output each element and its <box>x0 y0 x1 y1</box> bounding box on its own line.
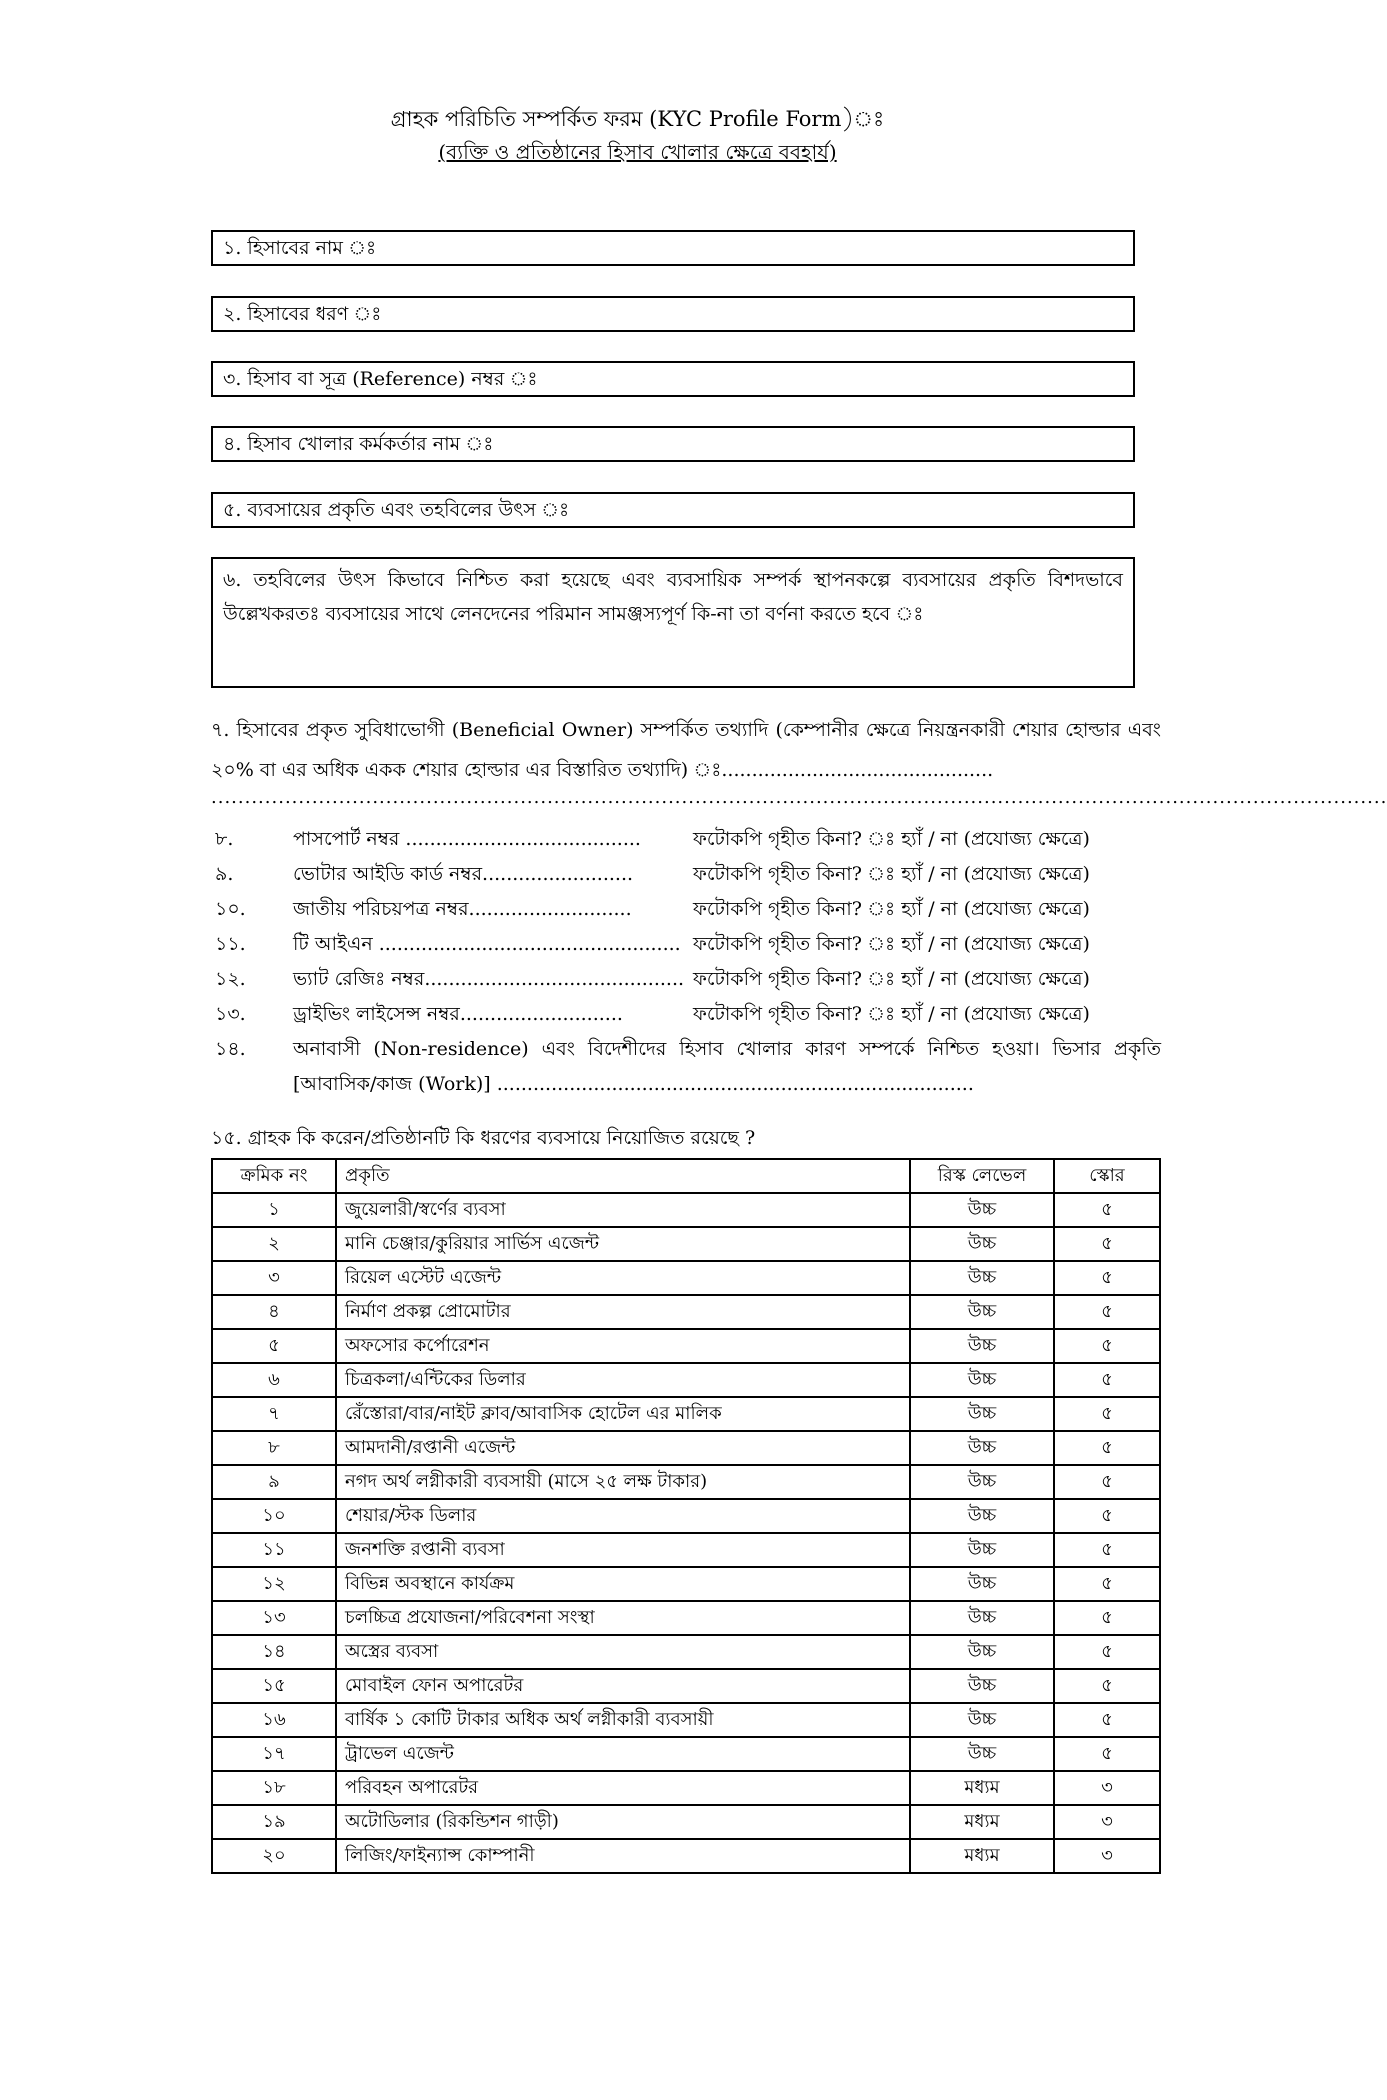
risk-level-table <box>211 1158 1161 1874</box>
serial-cell: ৩ <box>212 1261 336 1295</box>
serial-cell: ২০ <box>212 1839 336 1873</box>
score-cell: ৫ <box>1054 1465 1160 1499</box>
score-cell: ৫ <box>1054 1261 1160 1295</box>
table-row <box>212 1669 1160 1703</box>
risk-level-cell: উচ্চ <box>910 1635 1054 1669</box>
table-row <box>212 1839 1160 1873</box>
risk-table-body <box>212 1193 1160 1873</box>
risk-level-cell: উচ্চ <box>910 1737 1054 1771</box>
id-item-passport <box>211 822 1161 857</box>
id-item-label[interactable]: জাতীয় পরিচয়পত্র নম্বর........................... <box>293 898 632 920</box>
table-row <box>212 1329 1160 1363</box>
table-row <box>212 1635 1160 1669</box>
nature-cell: চলচ্চিত্র প্রযোজনা/পরিবেশনা সংস্থা <box>336 1601 910 1635</box>
nature-cell: লিজিং/ফাইন্যান্স কোম্পানী <box>336 1839 910 1873</box>
id-item-label[interactable]: টি আইএন .................................................. <box>293 933 681 955</box>
serial-cell: ৮ <box>212 1431 336 1465</box>
nature-cell: চিত্রকলা/এন্টিকের ডিলার <box>336 1363 910 1397</box>
score-cell: ৫ <box>1054 1567 1160 1601</box>
risk-level-cell: উচ্চ <box>910 1397 1054 1431</box>
nature-cell: বিভিন্ন অবস্থানে কার্যক্রম <box>336 1567 910 1601</box>
table-row <box>212 1261 1160 1295</box>
nature-cell: ট্রাভেল এজেন্ট <box>336 1737 910 1771</box>
score-cell: ৩ <box>1054 1771 1160 1805</box>
nature-cell: রিয়েল এস্টেট এজেন্ট <box>336 1261 910 1295</box>
id-item-number: ৮. <box>215 828 234 850</box>
non-resident-visa-info[interactable]: অনাবাসী (Non-residence) এবং বিদেশীদের হিসাব খোলার কারণ সম্পর্কে নিশ্চিত হওয়া। ভিসার প্রকৃতি [আবাসিক/কাজ (Work)] ............................................................................... <box>293 1038 1161 1095</box>
id-item-number: ১১. <box>215 933 246 955</box>
risk-level-cell: উচ্চ <box>910 1703 1054 1737</box>
nature-cell: অটোডিলার (রিকন্ডিশন গাড়ী) <box>336 1805 910 1839</box>
table-row <box>212 1363 1160 1397</box>
risk-level-cell: উচ্চ <box>910 1431 1054 1465</box>
id-item-vat-registration <box>211 962 1161 997</box>
nature-cell: বার্ষিক ১ কোটি টাকার অধিক অর্থ লগ্নীকারী ব্যবসায়ী <box>336 1703 910 1737</box>
score-cell: ৩ <box>1054 1805 1160 1839</box>
score-cell: ৫ <box>1054 1635 1160 1669</box>
field-reference-number[interactable]: ৩. হিসাব বা সূত্র (Reference) নম্বর ঃ <box>211 361 1135 397</box>
risk-level-cell: মধ্যম <box>910 1771 1054 1805</box>
score-cell: ৫ <box>1054 1363 1160 1397</box>
photocopy-taken-question[interactable]: ফটোকপি গৃহীত কিনা? ঃ হ্যাঁ / না (প্রযোজ্য ক্ষেত্রে) <box>693 898 1090 920</box>
nature-cell: আমদানী/রপ্তানী এজেন্ট <box>336 1431 910 1465</box>
risk-level-cell: উচ্চ <box>910 1193 1054 1227</box>
score-cell: ৫ <box>1054 1397 1160 1431</box>
identity-document-list <box>211 822 1161 1102</box>
risk-level-cell: মধ্যম <box>910 1839 1054 1873</box>
nature-cell: নির্মাণ প্রকল্প প্রোমোটার <box>336 1295 910 1329</box>
form-subtitle-text: (ব্যক্তি ও প্রতিষ্ঠানের হিসাব খোলার ক্ষেত্রে ববহার্য) <box>438 140 837 164</box>
id-item-number: ১২. <box>215 968 246 990</box>
table-row <box>212 1601 1160 1635</box>
serial-cell: ৪ <box>212 1295 336 1329</box>
table-row <box>212 1499 1160 1533</box>
field-business-nature-fund-source[interactable]: ৫. ব্যবসায়ের প্রকৃতি এবং তহবিলের উৎস ঃ <box>211 492 1135 528</box>
header-score: স্কোর <box>1054 1159 1160 1193</box>
serial-cell: ১৭ <box>212 1737 336 1771</box>
score-cell: ৩ <box>1054 1839 1160 1873</box>
nature-cell: জনশক্তি রপ্তানী ব্যবসা <box>336 1533 910 1567</box>
serial-cell: ১৮ <box>212 1771 336 1805</box>
header-nature: প্রকৃতি <box>336 1159 910 1193</box>
nature-cell: অস্ত্রের ব্যবসা <box>336 1635 910 1669</box>
serial-cell: ৭ <box>212 1397 336 1431</box>
beneficial-owner-info: ৭. হিসাবের প্রকৃত সুবিধাভোগী (Beneficial Owner) সম্পর্কিত তথ্যাদি (কেম্পানীর ক্ষেত্রে নিয়ন্ত্রনকারী শেয়ার হোল্ডার এবং ২০% বা এর অধিক একক শেয়ার হোল্ডার এর বিস্তারিত তথ্যাদি) ঃ............................................. <box>211 719 1161 781</box>
risk-level-cell: উচ্চ <box>910 1567 1054 1601</box>
score-cell: ৫ <box>1054 1193 1160 1227</box>
serial-cell: ১৩ <box>212 1601 336 1635</box>
table-header-row <box>212 1159 1160 1193</box>
serial-cell: ১৯ <box>212 1805 336 1839</box>
serial-cell: ১৫ <box>212 1669 336 1703</box>
serial-cell: ১ <box>212 1193 336 1227</box>
risk-level-cell: উচ্চ <box>910 1227 1054 1261</box>
id-item-number: ৯. <box>215 863 234 885</box>
photocopy-taken-question[interactable]: ফটোকপি গৃহীত কিনা? ঃ হ্যাঁ / না (প্রযোজ্য ক্ষেত্রে) <box>693 863 1090 885</box>
beneficial-owner-fill-line[interactable]: ............................................................................................................................................................................... <box>211 787 1387 808</box>
table-row <box>212 1567 1160 1601</box>
risk-level-cell: উচ্চ <box>910 1363 1054 1397</box>
score-cell: ৫ <box>1054 1601 1160 1635</box>
field-account-name[interactable]: ১. হিসাবের নাম ঃ <box>211 230 1135 266</box>
risk-level-cell: উচ্চ <box>910 1601 1054 1635</box>
table-row <box>212 1533 1160 1567</box>
risk-level-cell: উচ্চ <box>910 1465 1054 1499</box>
risk-level-cell: উচ্চ <box>910 1261 1054 1295</box>
risk-level-cell: উচ্চ <box>910 1295 1054 1329</box>
table-row <box>212 1397 1160 1431</box>
id-item-driving-license <box>211 997 1161 1032</box>
table-row <box>212 1295 1160 1329</box>
risk-level-cell: উচ্চ <box>910 1499 1054 1533</box>
score-cell: ৫ <box>1054 1703 1160 1737</box>
risk-level-cell: উচ্চ <box>910 1533 1054 1567</box>
table-row <box>212 1193 1160 1227</box>
id-item-voter-id <box>211 857 1161 892</box>
id-item-national-id <box>211 892 1161 927</box>
serial-cell: ১১ <box>212 1533 336 1567</box>
field-opening-officer[interactable]: ৪. হিসাব খোলার কর্মকর্তার নাম ঃ <box>211 426 1135 462</box>
serial-cell: ১৬ <box>212 1703 336 1737</box>
risk-level-cell: উচ্চ <box>910 1329 1054 1363</box>
table-row <box>212 1465 1160 1499</box>
score-cell: ৫ <box>1054 1295 1160 1329</box>
photocopy-taken-question[interactable]: ফটোকপি গৃহীত কিনা? ঃ হ্যাঁ / না (প্রযোজ্য ক্ষেত্রে) <box>693 1003 1090 1025</box>
field-account-type[interactable]: ২. হিসাবের ধরণ ঃ <box>211 296 1135 332</box>
table-row <box>212 1737 1160 1771</box>
risk-level-cell: মধ্যম <box>910 1805 1054 1839</box>
nature-cell: মানি চেঞ্জার/কুরিয়ার সার্ভিস এজেন্ট <box>336 1227 910 1261</box>
nature-cell: রেঁস্তোরা/বার/নাইট ক্লাব/আবাসিক হোটেল এর মালিক <box>336 1397 910 1431</box>
nature-cell: শেয়ার/স্টক ডিলার <box>336 1499 910 1533</box>
serial-cell: ৬ <box>212 1363 336 1397</box>
id-item-non-resident <box>211 1032 1161 1102</box>
score-cell: ৫ <box>1054 1499 1160 1533</box>
photocopy-taken-question[interactable]: ফটোকপি গৃহীত কিনা? ঃ হ্যাঁ / না (প্রযোজ্য ক্ষেত্রে) <box>693 968 1090 990</box>
table-row <box>212 1227 1160 1261</box>
id-item-number: ১৪. <box>215 1038 246 1060</box>
serial-cell: ২ <box>212 1227 336 1261</box>
table-row <box>212 1771 1160 1805</box>
id-item-label[interactable]: ভোটার আইডি কার্ড নম্বর......................... <box>293 863 634 885</box>
id-item-number: ১৩. <box>215 1003 246 1025</box>
photocopy-taken-question[interactable]: ফটোকপি গৃহীত কিনা? ঃ হ্যাঁ / না (প্রযোজ্য ক্ষেত্রে) <box>693 828 1090 850</box>
risk-level-cell: উচ্চ <box>910 1669 1054 1703</box>
nature-cell: মোবাইল ফোন অপারেটর <box>336 1669 910 1703</box>
serial-cell: ৫ <box>212 1329 336 1363</box>
field-fund-source-verification[interactable]: ৬. তহবিলের উৎস কিভাবে নিশ্চিত করা হয়েছে এবং ব্যবসায়িক সম্পর্ক স্থাপনকল্পে ব্যবসায়ের প্রকৃতি বিশদভাবে উল্লেখকরতঃ ব্যবসায়ের সাথে লেনদেনের পরিমান সামঞ্জস্যপূর্ণ কি-না তা বর্ণনা করতে হবে ঃ <box>211 557 1135 688</box>
id-item-number: ১০. <box>215 898 246 920</box>
serial-cell: ৯ <box>212 1465 336 1499</box>
table-row <box>212 1805 1160 1839</box>
serial-cell: ১৪ <box>212 1635 336 1669</box>
score-cell: ৫ <box>1054 1533 1160 1567</box>
score-cell: ৫ <box>1054 1737 1160 1771</box>
score-cell: ৫ <box>1054 1329 1160 1363</box>
score-cell: ৫ <box>1054 1227 1160 1261</box>
table-row <box>212 1431 1160 1465</box>
photocopy-taken-question[interactable]: ফটোকপি গৃহীত কিনা? ঃ হ্যাঁ / না (প্রযোজ্য ক্ষেত্রে) <box>693 933 1090 955</box>
nature-cell: পরিবহন অপারেটর <box>336 1771 910 1805</box>
form-subtitle <box>200 137 1075 167</box>
score-cell: ৫ <box>1054 1669 1160 1703</box>
id-item-label[interactable]: ড্রাইভিং লাইসেন্স নম্বর........................... <box>293 1003 623 1025</box>
score-cell: ৫ <box>1054 1431 1160 1465</box>
form-title: গ্রাহক পরিচিতি সম্পর্কিত ফরম (KYC Profile Form)ঃ <box>390 107 885 131</box>
table-row <box>212 1703 1160 1737</box>
id-item-label[interactable]: ভ্যাট রেজিঃ নম্বর........................................... <box>293 968 685 990</box>
serial-cell: ১২ <box>212 1567 336 1601</box>
nature-cell: অফসোর কর্পোরেশন <box>336 1329 910 1363</box>
header-risk-level: রিস্ক লেভেল <box>910 1159 1054 1193</box>
header-serial: ক্রমিক নং <box>212 1159 336 1193</box>
nature-cell: জুয়েলারী/স্বর্ণের ব্যবসা <box>336 1193 910 1227</box>
serial-cell: ১০ <box>212 1499 336 1533</box>
id-item-label[interactable]: পাসপোর্ট নম্বর ....................................... <box>293 828 641 850</box>
nature-cell: নগদ অর্থ লগ্নীকারী ব্যবসায়ী (মাসে ২৫ লক্ষ টাকার) <box>336 1465 910 1499</box>
business-type-question: ১৫. গ্রাহক কি করেন/প্রতিষ্ঠানটি কি ধরণের ব্যবসায়ে নিয়োজিত রয়েছে ? <box>211 1127 756 1149</box>
id-item-tin <box>211 927 1161 962</box>
